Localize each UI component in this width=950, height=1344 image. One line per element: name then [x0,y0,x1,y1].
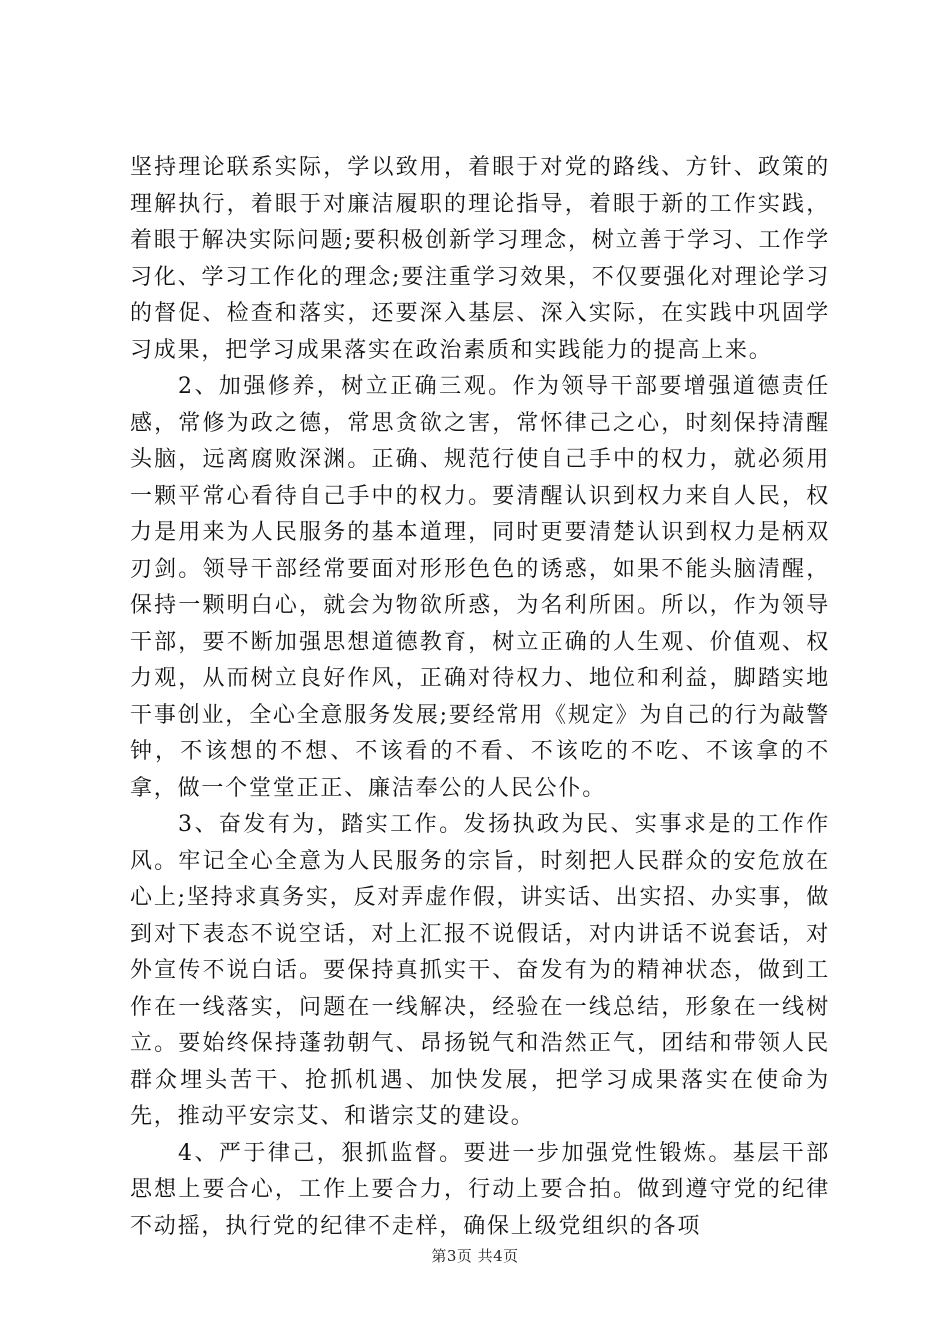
paragraph-1: 坚持理论联系实际，学以致用，着眼于对党的路线、方针、政策的理解执行，着眼于对廉洁履职的理论指导，着眼于新的工作实践，着眼于解决实际问题;要积极创新学习理念，树立善于学习、工作学习化、学习工作化的理念;要注重学习效果，不仅要强化对理论学习的督促、检查和落实，还要深入基层、深入实际，在实践中巩固学习成果，把学习成果落实在政治素质和实践能力的提高上来。 [130,155,830,363]
paragraph-4: 4、严于律己，狠抓监督。要进一步加强党性锻炼。基层干部思想上要合心，工作上要合力，行动上要合拍。做到遵守党的纪律不动摇，执行党的纪律不走样，确保上级党组织的各项 [130,1140,830,1239]
paragraph-2: 2、加强修养，树立正确三观。作为领导干部要增强道德责任感，常修为政之德，常思贪欲之害，常怀律己之心，时刻保持清醒头脑，远离腐败深渊。正确、规范行使自己手中的权力，就必须用一颗平常心看待自己手中的权力。要清醒认识到权力来自人民，权力是用来为人民服务的基本道理，同时更要清楚认识到权力是柄双刃剑。领导干部经常要面对形形色色的诱惑，如果不能头脑清醒，保持一颗明白心，就会为物欲所惑，为名利所困。所以，作为领导干部，要不断加强思想道德教育，树立正确的人生观、价值观、权力观，从而树立良好作风，正确对待权力、地位和利益，脚踏实地干事创业，全心全意服务发展;要经常用《规定》为自己的行为敲警钟，不该想的不想、不该看的不看、不该吃的不吃、不该拿的不拿，做一个堂堂正正、廉洁奉公的人民公仆。 [130,374,830,801]
page-number-footer: 第3页 共4页 [431,1247,519,1265]
paragraph-3: 3、奋发有为，踏实工作。发扬执政为民、实事求是的工作作风。牢记全心全意为人民服务的宗旨，时刻把人民群众的安危放在心上;坚持求真务实，反对弄虚作假，讲实话、出实招、办实事，做到对下表态不说空话，对上汇报不说假话，对内讲话不说套话，对外宣传不说白话。要保持真抓实干、奋发有为的精神状态，做到工作在一线落实，问题在一线解决，经验在一线总结，形象在一线树立。要始终保持蓬勃朝气、昂扬锐气和浩然正气，团结和带领人民群众埋头苦干、抢抓机遇、加快发展，把学习成果落实在使命为先，推动平安宗艾、和谐宗艾的建设。 [130,812,830,1129]
document-body [130,150,830,1245]
